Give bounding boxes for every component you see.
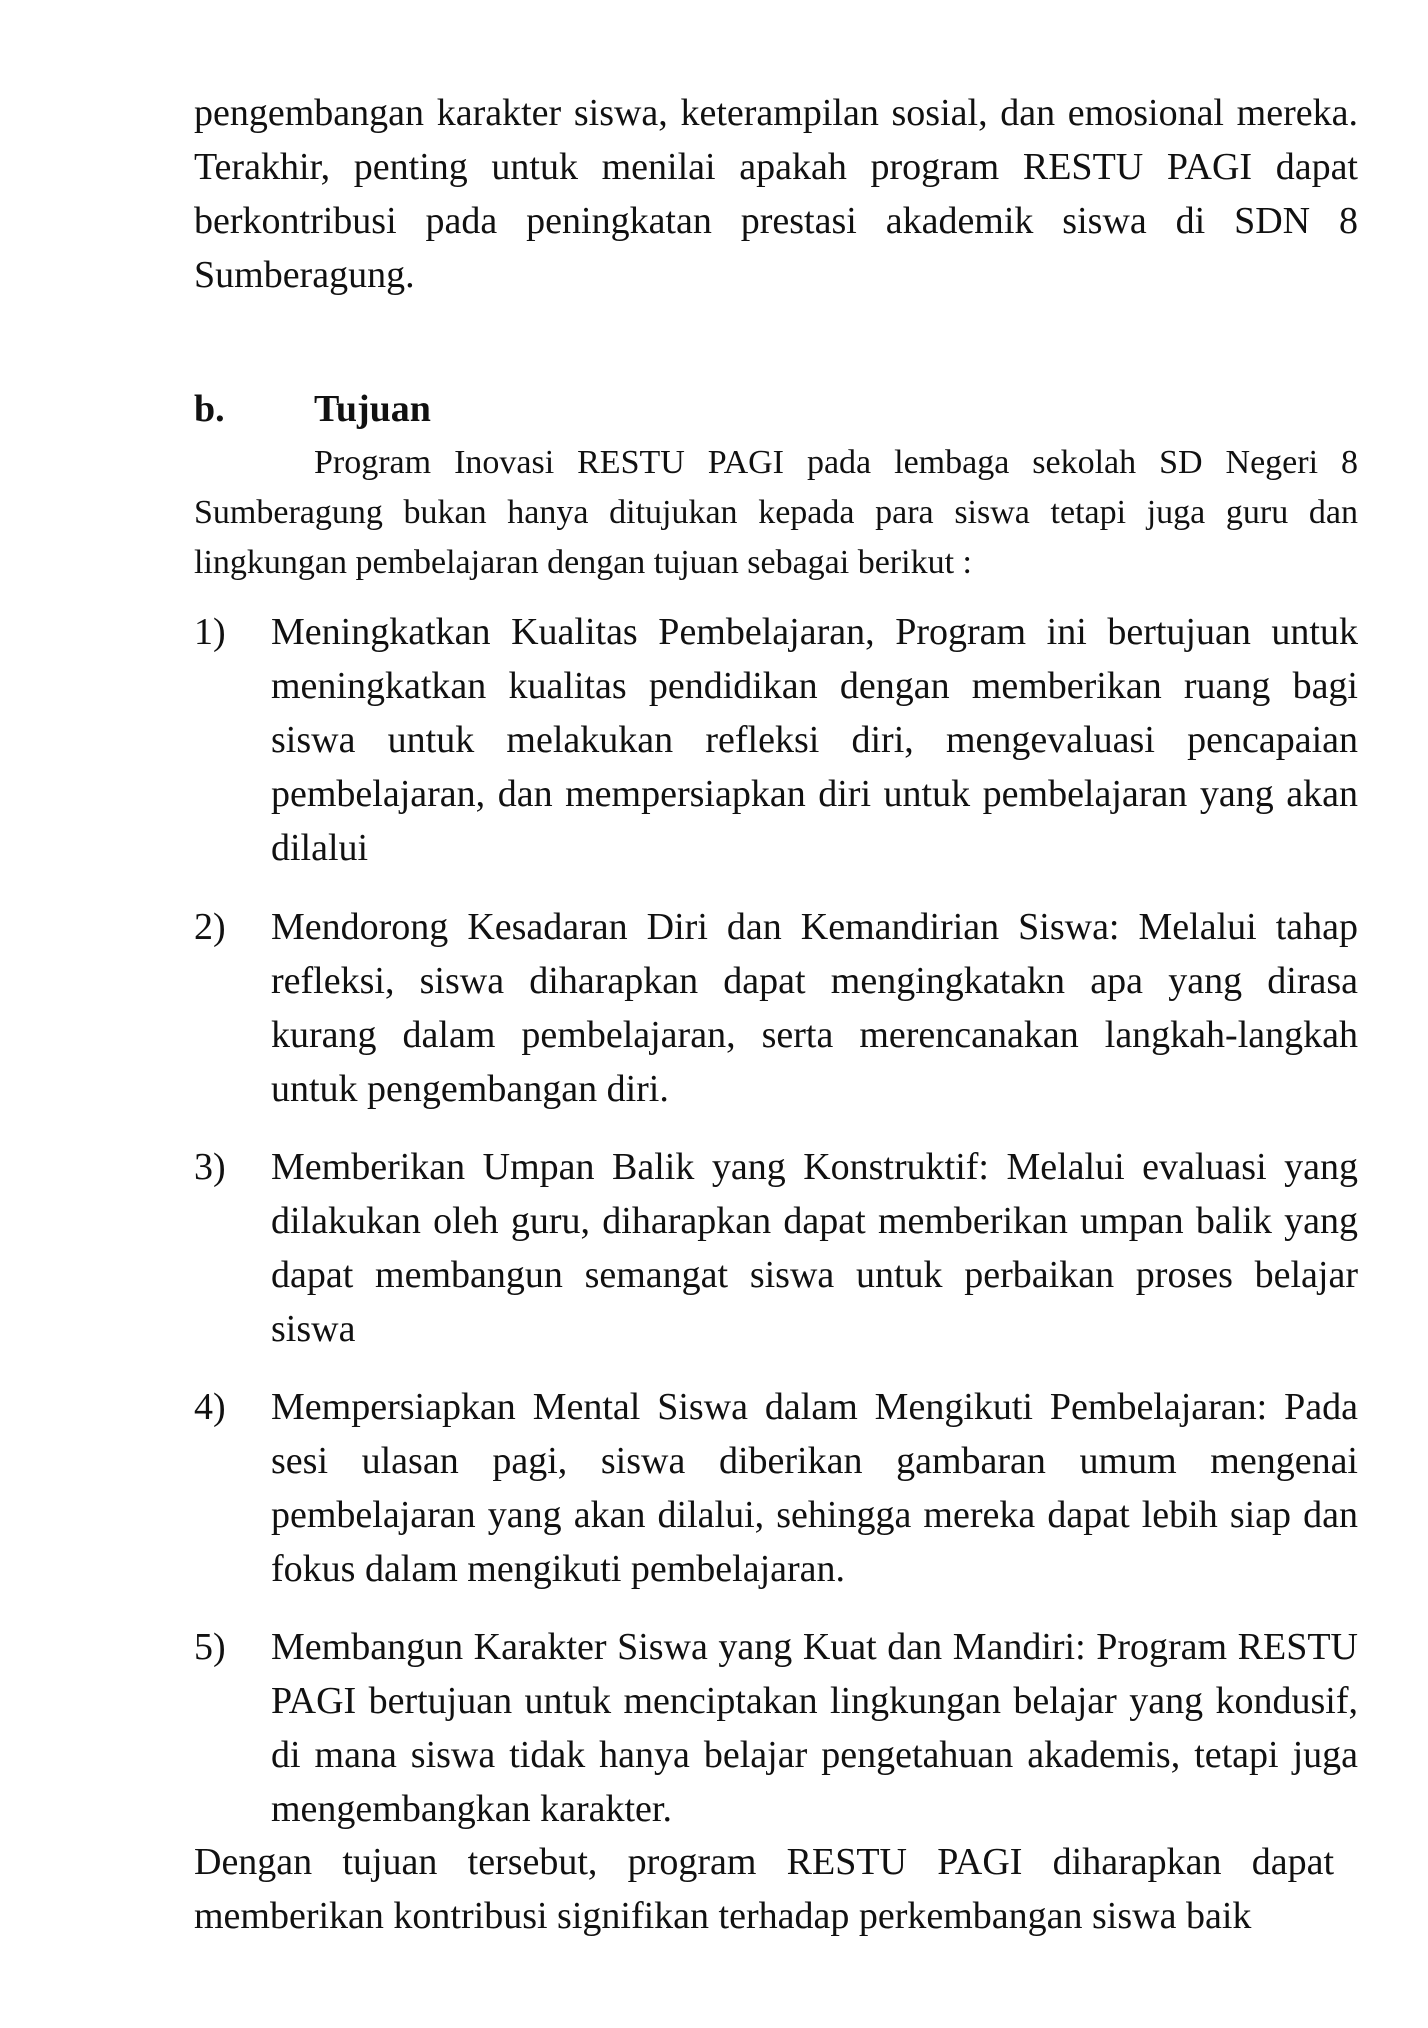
section-heading (194, 384, 431, 434)
list-text: Mendorong Kesadaran Diri dan Kemandirian Siswa: Melalui tahap refleksi, siswa diharapkan dapat mengingkatakn apa yang dirasa kurang dalam pembelajaran, serta merencanakan langkah-langkah untuk pengembangan diri. (271, 906, 1358, 1110)
list-text: Memberikan Umpan Balik yang Konstruktif: Melalui evaluasi yang dilakukan oleh guru, diharapkan dapat memberikan umpan balik yang dapat membangun semangat siswa untuk perbaikan proses belajar siswa (271, 1146, 1358, 1350)
section-title: Tujuan (314, 388, 431, 430)
list-item-1 (194, 605, 1358, 875)
intro-paragraph: pengembangan karakter siswa, keterampilan sosial, dan emosional mereka. Terakhir, penting untuk menilai apakah program RESTU PAGI dapat berkontribusi pada peningkatan prestasi akademik siswa di SDN 8 Sumberagung. (194, 92, 1358, 296)
list-text: Membangun Karakter Siswa yang Kuat dan Mandiri: Program RESTU PAGI bertujuan untuk menciptakan lingkungan belajar yang kondusif, di mana siswa tidak hanya belajar pengetahuan akademis, tetapi juga mengembangkan karakter. (271, 1626, 1358, 1830)
section-intro-paragraph: Program Inovasi RESTU PAGI pada lembaga sekolah SD Negeri 8 Sumberagung bukan hanya ditujukan kepada para siswa tetapi juga guru dan lingkungan pembelajaran dengan tujuan sebagai berikut : (194, 444, 1358, 581)
list-text: Mempersiapkan Mental Siswa dalam Mengikuti Pembelajaran: Pada sesi ulasan pagi, siswa diberikan gambaran umum mengenai pembelajaran yang akan dilalui, sehingga mereka dapat lebih siap dan fokus dalam mengikuti pembelajaran. (271, 1386, 1358, 1590)
list-item-5 (194, 1620, 1358, 1836)
list-text: Meningkatkan Kualitas Pembelajaran, Program ini bertujuan untuk meningkatkan kualitas pendidikan dengan memberikan ruang bagi siswa untuk melakukan refleksi diri, mengevaluasi pencapaian pembelajaran, dan mempersiapkan diri untuk pembelajaran yang akan dilalui (271, 611, 1358, 869)
list-item-4 (194, 1380, 1358, 1596)
list-number: 1) (194, 611, 226, 653)
section-marker: b. (194, 388, 225, 430)
list-item-3 (194, 1140, 1358, 1356)
list-number: 2) (194, 906, 226, 948)
list-number: 3) (194, 1146, 226, 1188)
list-number: 5) (194, 1626, 226, 1668)
list-number: 4) (194, 1386, 226, 1428)
list-item-2 (194, 900, 1358, 1116)
closing-paragraph: Dengan tujuan tersebut, program RESTU PAGI diharapkan dapat memberikan kontribusi signifikan terhadap perkembangan siswa baik (194, 1841, 1334, 1937)
